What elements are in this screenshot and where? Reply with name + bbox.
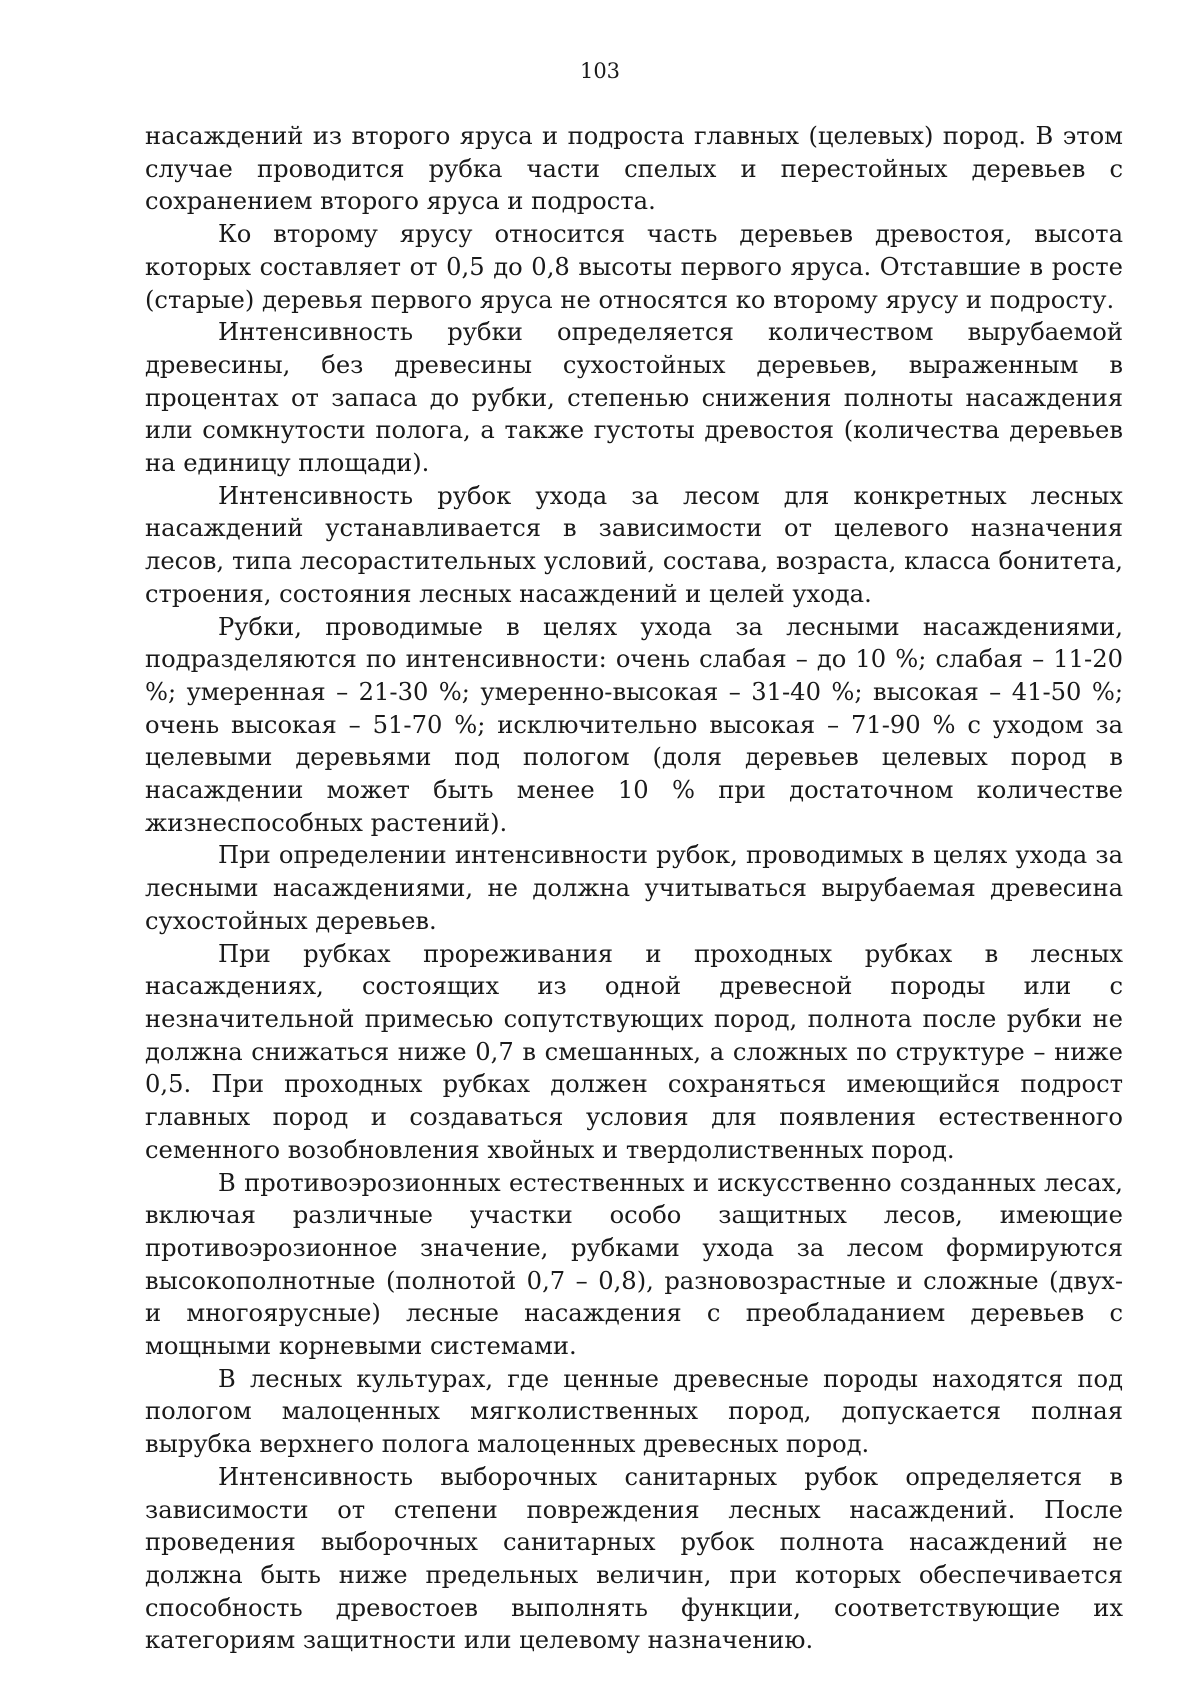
paragraph-anti-erosion: В противоэрозионных естественных и искусственно созданных лесах, включая различные участки особо защитных лесов, имеющие противоэрозионное значение, рубками ухода за лесом формируются высокополнотные (полнотой 0,7 – 0,8), разновозрастные и сложные (двух- и многоярусные) лесные насаждения с преобладанием деревьев с мощными корневыми системами. — [145, 1168, 1123, 1361]
paragraph-second-tier: Ко второму ярусу относится часть деревьев древостоя, высота которых составляет от 0,5 до 0,8 высоты первого яруса. Отставшие в росте (старые) деревья первого яруса не относятся ко второму ярусу и подросту. — [145, 220, 1123, 314]
paragraph-thinning: При рубках прореживания и проходных рубках в лесных насаждениях, состоящих из одной древесной породы или с незначительной примесью сопутствующих пород, полнота после рубки не должна снижаться ниже 0,7 в смешанных, а сложных по структуре – ниже 0,5. При проходных рубках должен сохраняться имеющийся подрост главных пород и создаваться условия для появления естественного семенного возобновления хвойных и твердолиственных пород. — [145, 939, 1123, 1164]
paragraph-continuation: насаждений из второго яруса и подроста главных (целевых) пород. В этом случае проводится рубка части спелых и перестойных деревьев с сохранением второго яруса и подроста. — [145, 122, 1123, 216]
paragraph-care-intensity: Интенсивность рубок ухода за лесом для конкретных лесных насаждений устанавливается в зависимости от целевого назначения лесов, типа лесорастительных условий, состава, возраста, класса бонитета, строения, состояния лесных насаждений и целей ухода. — [145, 481, 1123, 608]
body-text — [145, 120, 1123, 1657]
paragraph-felling-intensity: Интенсивность рубки определяется количеством вырубаемой древесины, без древесины сухостойных деревьев, выраженным в процентах от запаса до рубки, степенью снижения полноты насаждения или сомкнутости полога, а также густоты древостоя (количества деревьев на единицу площади). — [145, 318, 1123, 478]
paragraph-forest-cultures: В лесных культурах, где ценные древесные породы находятся под пологом малоценных мягколиственных пород, допускается полная вырубка верхнего полога малоценных древесных пород. — [145, 1364, 1123, 1459]
page-number: 103 — [579, 59, 621, 83]
paragraph-sanitary-felling: Интенсивность выборочных санитарных рубок определяется в зависимости от степени повреждения лесных насаждений. После проведения выборочных санитарных рубок полнота насаждений не должна быть ниже предельных величин, при которых обеспечивается способность древостоев выполнять функции, соответствующие их категориям защитности или целевому назначению. — [145, 1462, 1123, 1655]
paragraph-intensity-classes: Рубки, проводимые в целях ухода за лесными насаждениями, подразделяются по интенсивности: очень слабая – до 10 %; слабая – 11-20 %; умеренная – 21-30 %; умеренно-высокая – 31-40 %; высокая – 41-50 %; очень высокая – 51-70 %; исключительно высокая – 71-90 % с уходом за целевыми деревьями под пологом (доля деревьев целевых пород в насаждении может быть менее 10 % при достаточном количестве жизнеспособных растений). — [145, 612, 1123, 837]
paragraph-dead-wood: При определении интенсивности рубок, проводимых в целях ухода за лесными насаждениями, не должна учитываться вырубаемая древесина сухостойных деревьев. — [145, 841, 1123, 935]
